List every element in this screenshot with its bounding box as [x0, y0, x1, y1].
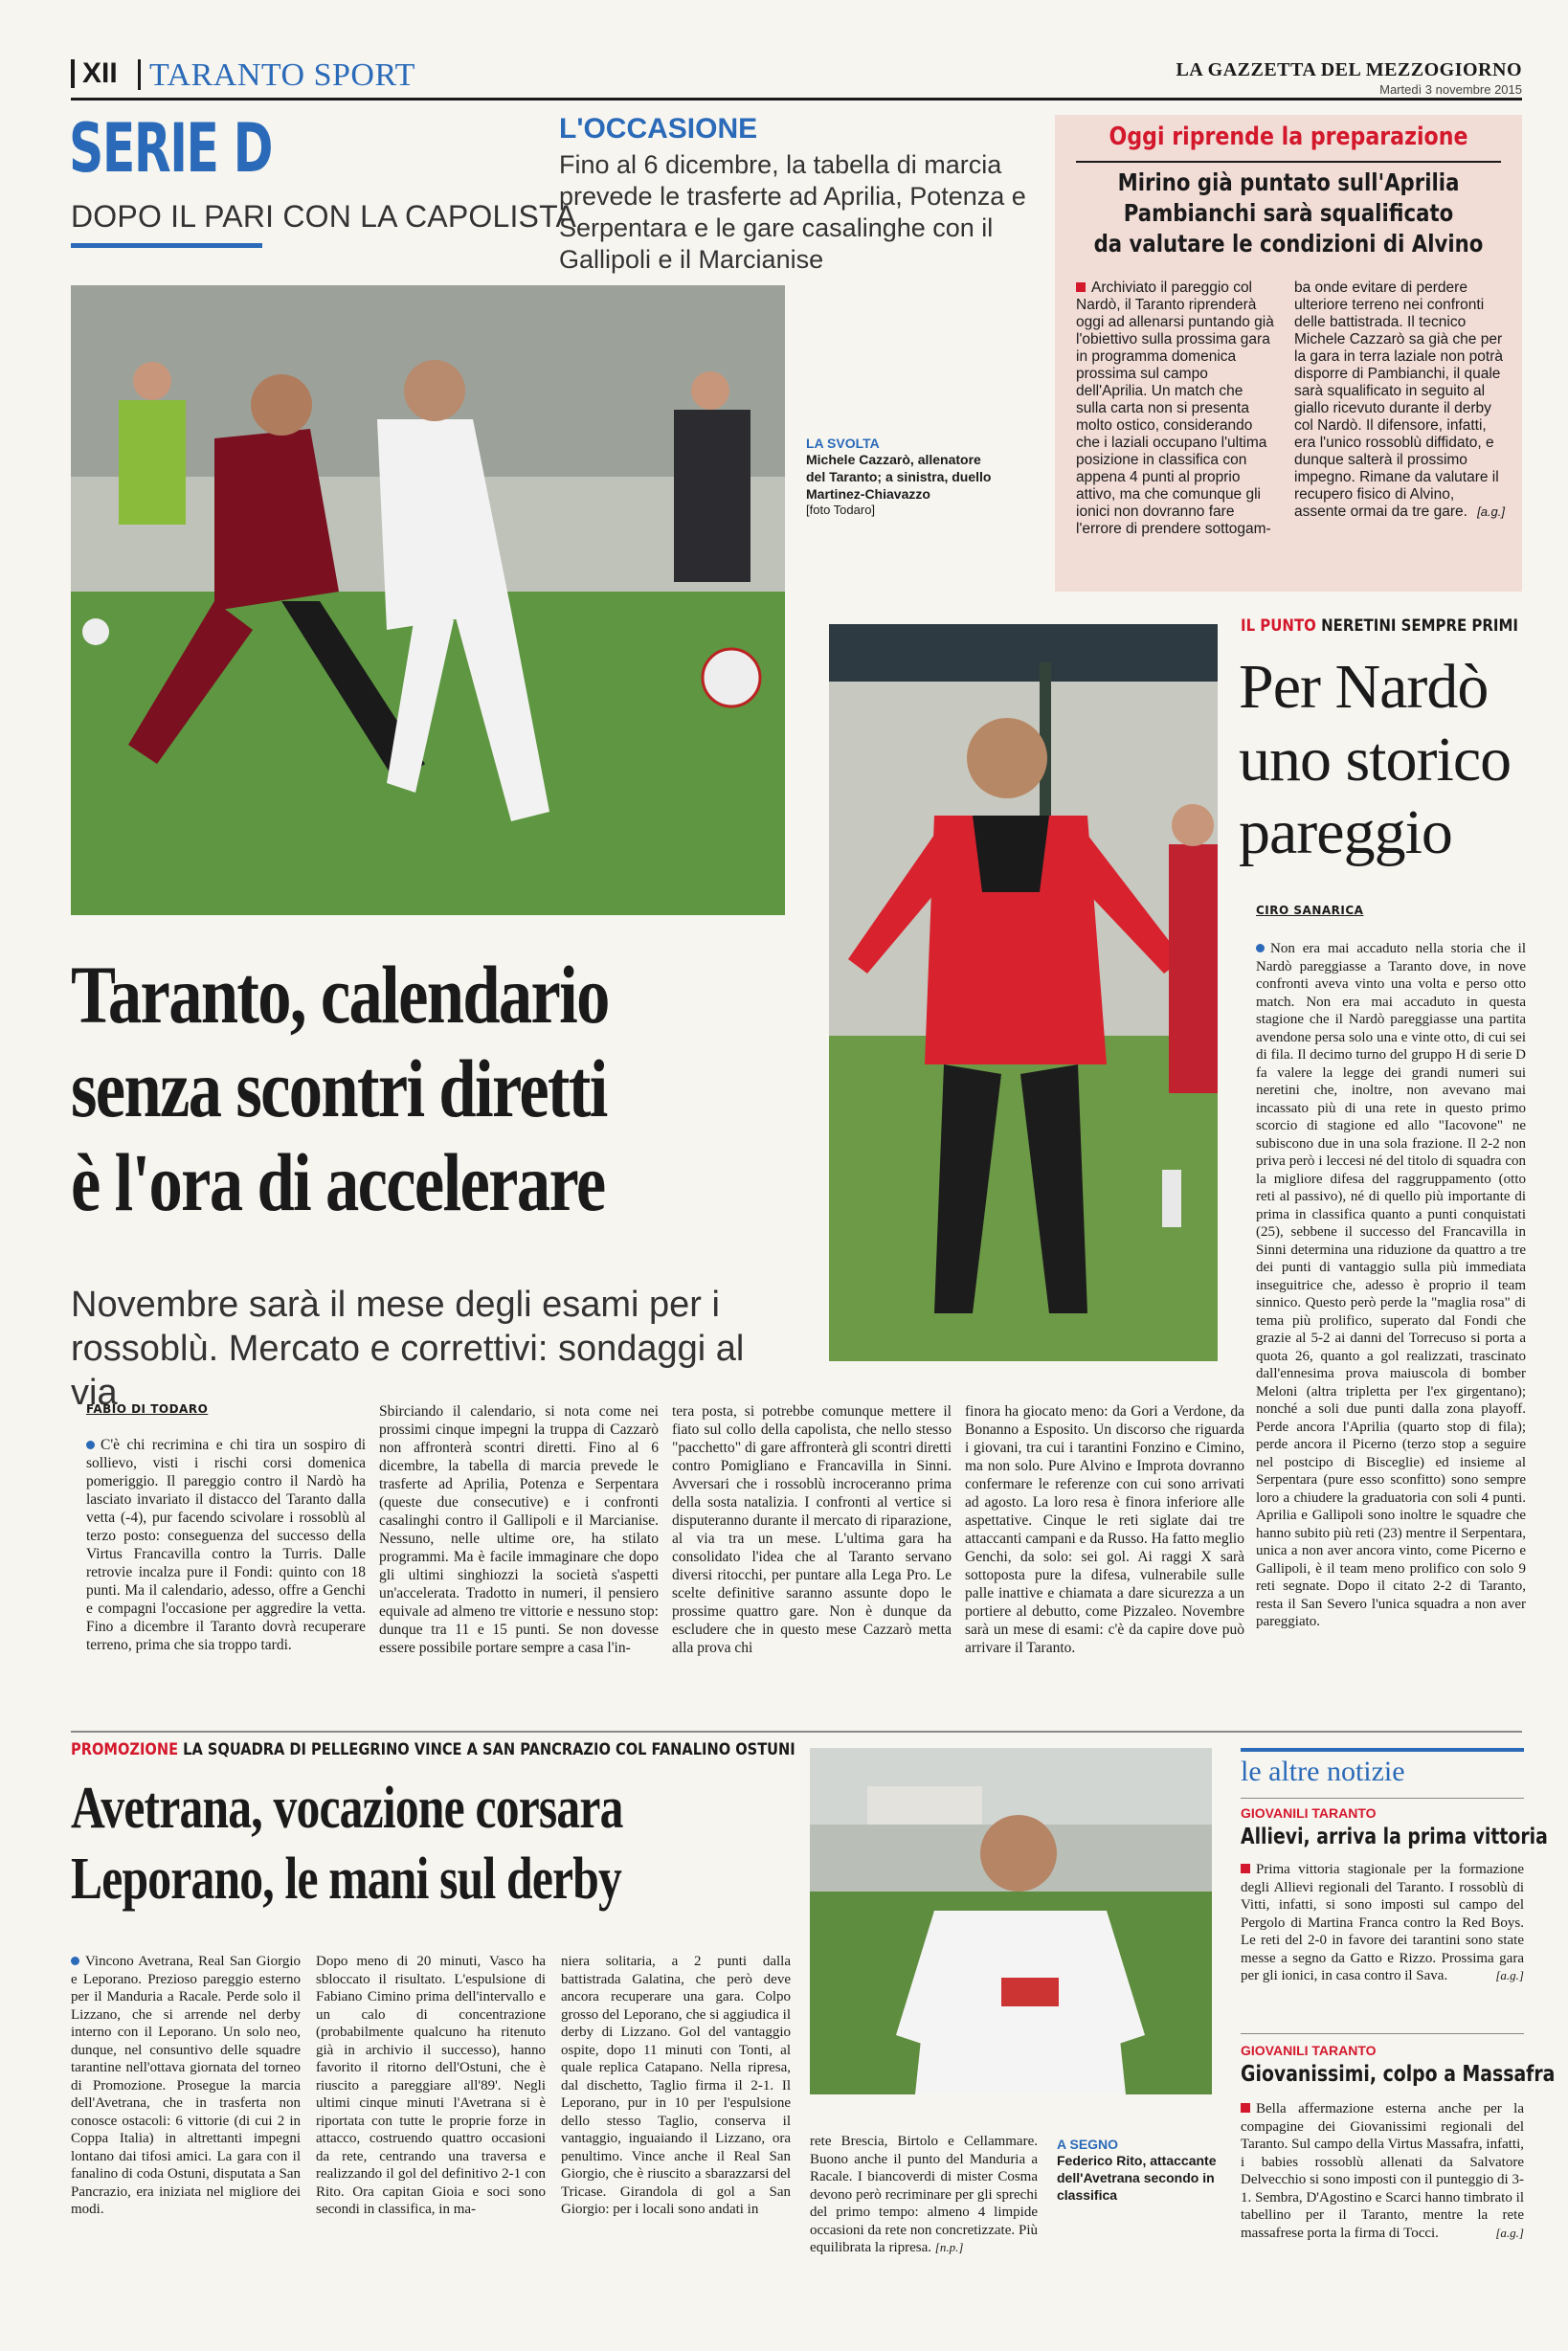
- promozione-headline-line-2: Leporano, le mani sul derby: [71, 1847, 622, 1912]
- header-rule: [71, 98, 1522, 101]
- nardo-headline-line-3: pareggio: [1239, 797, 1452, 867]
- coach-illustration: [829, 624, 1218, 1361]
- main-col-2: Sbirciando il calendario, si nota come nei prossimi cinque impegni la truppa di Cazzarò non affronterà scontri diretti. Fino al 6 dicembre, la tabella di marcia prevede le trasferte ad Aprilia, Potenza e Serpentara (queste due consecutive) e i confronti casalinghi contro il Gallipoli e il Marcianise. Nessuno, nelle ultime ore, ha stilato programmi. Ma è facile immaginare che dopo gli ultimi singhiozzi la società s'aspetti un'accelerata. Tradotto in numeri, il pensiero equivale ad almeno tre vittorie e nessuno stop: dunque tra 11 e 15 punti. Se non dovesse essere possibile portare sempre a casa l'in-: [379, 1403, 659, 1656]
- altre-item1-kicker: GIOVANILI TARANTO: [1241, 1805, 1377, 1821]
- box-banner: Oggi riprende la preparazione: [1109, 123, 1468, 151]
- bullet-icon: [1256, 944, 1265, 952]
- promozione-col-4: rete Brescia, Birtolo e Cellammare. Buono anche il punto del Manduria a Racale. I biancoverdi di mister Cosma devono però recriminare per gli sprechi del primo tempo: almeno 4 limpide occasioni da rete non concretizzate. Più equilibrata la ripresa. [n.p.]: [810, 2134, 1038, 2255]
- main-headline-line-1: Taranto, calendario: [71, 949, 609, 1041]
- page-header: [71, 56, 1522, 103]
- box-headline-2: Pambianchi sarà squalificato: [1123, 199, 1454, 227]
- caption-main-text: Michele Cazzarò, allenatore del Taranto; a sinistra, duello Martinez-Chiavazzo: [806, 452, 992, 502]
- match-illustration: [71, 285, 785, 915]
- square-bullet-icon: [1241, 1864, 1250, 1873]
- square-bullet-icon: [1241, 2103, 1250, 2113]
- main-col-4: finora ha giocato meno: da Gori a Verdone, da Bonanno a Esposito. Un discorso che riguarda i giovani, tra cui i tarantini Fonzino e Cimino, ma non solo. Pure Alvino e Improta dovranno confermare le referenze con cui sono arrivati ad agosto. La loro resa è finora inferiore alle aspettative. Cinque le reti siglate dai tre attaccanti campani e da Russo. Ha fatto meglio Genchi, da solo: sei gol. Ai raggi X sarà sottoposta pure la difesa, vulnerabile sulle palle inattive e chiamata a dare sicurezza a un portiere al debutto, come Pizzaleo. Novembre sarà un mese di esami: c'è da capire dove può arrivare il Taranto.: [965, 1403, 1244, 1656]
- promozione-col-2: Dopo meno di 20 minuti, Vasco ha sbloccato il risultato. L'espulsione di Fabiano Cimino prima dell'intervallo e un calo di concentrazione (probabilmente qualcuno ha ritenuto già in archivio il successo), hanno favorito il ritorno dell'Ostuni, che è riuscito a pareggiare all'89'. Negli ultimi cinque minuti l'Avetrana si è riportata con tutte le proprie forze in attacco, costruendo quattro occasioni da rete, centrando una traversa e realizzando il gol del definitivo 2-1 con Rito. Ora capitan Gioia e soci sono secondi in classifica, in ma-: [316, 1954, 546, 2217]
- main-headline: [71, 948, 691, 1229]
- nardo-kicker: IL PUNTO NERETINI SEMPRE PRIMI: [1241, 616, 1518, 636]
- promozione-col-3: niera solitaria, a 2 punti dalla battistrada Galatina, che però deve ancora recuperare una gara. Colpo grosso del Leporano, che si aggiudica il derby di Lizzano. Gol del vantaggio ospite, dopo 11 minuti con Tonti, al quale replica Catapano. Nella ripresa, dal dischetto, Taglio firma il 2-1. Il Leporano, pur in 10 per l'espulsione dello stesso Taglio, conserva il vantaggio, inguaiando il Lizzano, ora penultimo. Vince anche il Real San Giorgio, che è riuscito a sbarazzarsi del Tricase. Girandola di gol a San Giorgio: per i locali sono andati in: [561, 1954, 791, 2217]
- preparation-box: [1055, 115, 1522, 592]
- altre-item2-kicker: GIOVANILI TARANTO: [1241, 2043, 1377, 2058]
- promozione-headline: [71, 1773, 683, 1914]
- occasione-label: L'OCCASIONE: [559, 113, 758, 145]
- promozione-col-1: Vincono Avetrana, Real San Giorgio e Leporano. Prezioso pareggio esterno per il Manduria a Racale. Perde solo il Lizzano, che si arrende nel derby interno con il Leporano. Un solo neo, dunque, nel consuntivo delle squadre tarantine nell'ottava giornata del torneo di Promozione. Prosegue la marcia dell'Avetrana, che in trasferta non conosce ostacoli: 6 vittorie (di cui 2 in Coppa Italia) in altrettanti impegni lontano dai tifosi amici. La gara con il fanalino di coda Ostuni, disputata a San Pancrazio, era iniziata nel migliore dei modi.: [71, 1954, 301, 2217]
- issue-date: Martedì 3 novembre 2015: [1379, 82, 1522, 97]
- promozione-headline-line-1: Avetrana, vocazione corsara: [71, 1776, 623, 1841]
- altre-item1-title: Allievi, arriva la prima vittoria: [1241, 1825, 1548, 1849]
- main-subhead: Novembre sarà il mese degli esami per i rossoblù. Mercato e correttivi: sondaggi al via: [71, 1285, 745, 1413]
- rito-illustration: [810, 1748, 1212, 2094]
- box-col-2: ba onde evitare di perdere ulteriore terreno nei confronti delle battistrada. Il tecnico Michele Cazzarò sa già che per la gara in terra laziale non potrà disporre di Pambianchi, il quale sarà squalificato in seguito al giallo ricevuto durante il derby col Nardò. Il difensore, infatti, era l'unico rossoblù diffidato, e dunque salterà il prossimo impegno. Rimane da valutare il recupero fisico di Alvino, assente ormai da tre gare. [a.g.]: [1294, 280, 1505, 520]
- nardo-headline-line-1: Per Nardò: [1239, 652, 1489, 722]
- occasione-text: Fino al 6 dicembre, la tabella di marcia prevede le trasferte ad Aprilia, Potenza e Serpentara e le gare casalinghe con il Gallipoli e il Marcianise: [559, 150, 1026, 274]
- altre-item2-title: Giovanissimi, colpo a Massafra: [1241, 2062, 1556, 2087]
- nardo-headline: [1239, 651, 1526, 869]
- rito-photo: [810, 1748, 1212, 2094]
- main-byline: FABIO DI TODARO: [86, 1402, 209, 1416]
- coach-photo: [829, 624, 1218, 1361]
- altre-item1-text: Prima vittoria stagionale per la formazione degli Allievi regionali del Taranto. I rossoblù di Vitti, infatti, si sono imposti sul campo del Pergolo di Martina Franca contro la Red Boys. Le reti del 2-0 in favore dei tarantini sono state messe a segno da Gatto e Rizzo. Prossima gara per gli ionici, in casa contro il Sava. [a.g.]: [1241, 1862, 1524, 1983]
- page-number: XII: [71, 59, 118, 88]
- box-headline-1: Mirino già puntato sull'Aprilia: [1117, 168, 1460, 196]
- altre-item2-text: Bella affermazione esterna anche per la compagine dei Giovanissimi regionali del Taranto. Sul campo della Virtus Massafra, infatti, i babies rossoblù allenati da Salvatore Delvecchio si sono imposti con il punteggio di 3-1. Sembra, D'Agostino e Scarci hanno timbrato il tabellino per il Taranto, mentre la rete massafrese porta la firma di Tocci. [a.g.]: [1241, 2101, 1524, 2241]
- bullet-icon: [71, 1957, 79, 1965]
- main-headline-line-2: senza scontri diretti: [71, 1042, 607, 1134]
- caption-rito: [1057, 2137, 1220, 2204]
- main-headline-line-3: è l'ora di accelerare: [71, 1136, 605, 1228]
- serie-d-kicker: SERIE D: [69, 109, 273, 188]
- caption-main-label: LA SVOLTA: [806, 436, 880, 451]
- caption-rito-label: A SEGNO: [1057, 2137, 1119, 2152]
- main-col-3: tera posta, si potrebbe comunque mettere il fiato sul collo della capolista, che nello stesso "pacchetto" di gare affronterà gli scontri diretti contro Pomigliano e Francavilla in Sinni. Avversari che i rossoblù incroceranno prima della sosta natalizia. I confronti al vertice si disputeranno durante il mercato di riparazione, al via tra un mese. L'ultima gara ha consolidato l'idea che al Taranto servano diversi ritocchi, per puntare alla Lega Pro. Le scelte definitive saranno assunte dopo le prossime quattro gare. Non è dunque da escludere che in questo mese Cazzarò metta alla prova chi: [672, 1403, 952, 1656]
- kicker-subtitle: DOPO IL PARI CON LA CAPOLISTA: [71, 199, 577, 234]
- promozione-kicker: PROMOZIONE LA SQUADRA DI PELLEGRINO VINCE A SAN PANCRAZIO COL FANALINO OSTUNI: [71, 1740, 795, 1759]
- box-headline-3: da valutare le condizioni di Alvino: [1093, 230, 1484, 257]
- nardo-headline-line-2: uno storico: [1239, 725, 1512, 795]
- masthead: LA GAZZETTA DEL MEZZOGIORNO: [1176, 59, 1522, 80]
- caption-main: [806, 436, 997, 517]
- nardo-text: Non era mai accaduto nella storia che il Nardò pareggiasse a Taranto dove, in nove confronti aveva vinto una volta e perso otto match. Non era mai accaduto in questa stagione che il Nardò pareggiasse una partita avendone persa solo una e vinte otto, di cui sei di fila. Il decimo turno del gruppo H di serie D fa valere la legge dei grandi numeri sui neretini che, inoltre, non avevano mai incassato più di una rete in questo primo scorcio di stagione ed allo "Iacovone" ne subiscono due in una sola frazione. Il 2-2 non priva però i leccesi né del titolo di squadra con la migliore difesa del raggruppamento (otto reti al passivo), né di quello più importante di prima in classifica quanto a punti conquistati (25), sebbene il successo del Francavilla in Sinni determina una riduzione da quattro a tre dei punti di vantaggio sulla più immediata inseguitrice che, adesso è proprio il team sinnico. Questo però perde la "maglia rosa" di tema più prolifico, superato dal Fondi che grazie al 5-2 ai danni del Torrecuso si porta a quota 26, quanto a gol realizzati, trascinato dall'ennesima prova maiuscola di bomber Meloni (altra tripletta per l'ex girgentano); nonché a soli due punti dalla zona playoff. Perde ancora l'Aprilia (quarto stop di fila); perde ancora il Picerno (terzo stop a seguire nel postcipo di Bisceglie) ed insieme al Serpentara (pure esso sconfitto) sono sempre loro a chiudere la graduatoria con soli 4 punti. Aprilia e Gallipoli sono inoltre le squadre che hanno subito più reti (23) mentre il Serpentara, unica a non aver ancora vinto, come Picerno e Gallipoli, è il team meno prolifico con solo 9 reti segnate. Dopo il citato 2-2 di Taranto, resta il San Severo l'unica squadra a non aver pareggiato.: [1256, 941, 1526, 1629]
- nardo-byline: CIRO SANARICA: [1256, 904, 1364, 917]
- box-col-1: Archiviato il pareggio col Nardò, il Taranto riprenderà oggi ad allenarsi puntando già l'obiettivo sulla prossima gara in programma domenica prossima sul campo dell'Aprilia. Un match che sulla carta non si presenta molto ostico, considerando che i laziali occupano l'ultima posizione in classifica con appena 4 punti al proprio attivo, ma che comunque gli ionici non dovranno fare l'errore di prendere sottogam-: [1076, 280, 1274, 537]
- caption-rito-text: Federico Rito, attaccante dell'Avetrana secondo in classifica: [1057, 2153, 1217, 2203]
- bullet-icon: [86, 1441, 95, 1449]
- altre-notizie-title: le altre notizie: [1241, 1756, 1405, 1787]
- match-photo: [71, 285, 785, 915]
- section-title: TARANTO SPORT: [149, 57, 415, 93]
- main-col-1: C'è chi recrimina e chi tira un sospiro di sollievo, visti i rischi corsi domenica pomeriggio. Il pareggio contro il Nardò ha lasciato invariato il distacco del Taranto dalla vetta (-4), pur facendo scivolare i rossoblù al terzo posto: conseguenza del successo della Virtus Francavilla contro la Turris. Dalle retrovie incalza pure il Fondi: quinto con 18 punti. Ma il calendario, adesso, offre a Genchi e compagni l'occasione per aggredire la vetta. Fino a dicembre il Taranto dovrà recuperare terreno, prima che sia troppo tardi.: [86, 1437, 366, 1653]
- caption-main-credit: [foto Todaro]: [806, 503, 876, 517]
- square-bullet-icon: [1076, 282, 1086, 292]
